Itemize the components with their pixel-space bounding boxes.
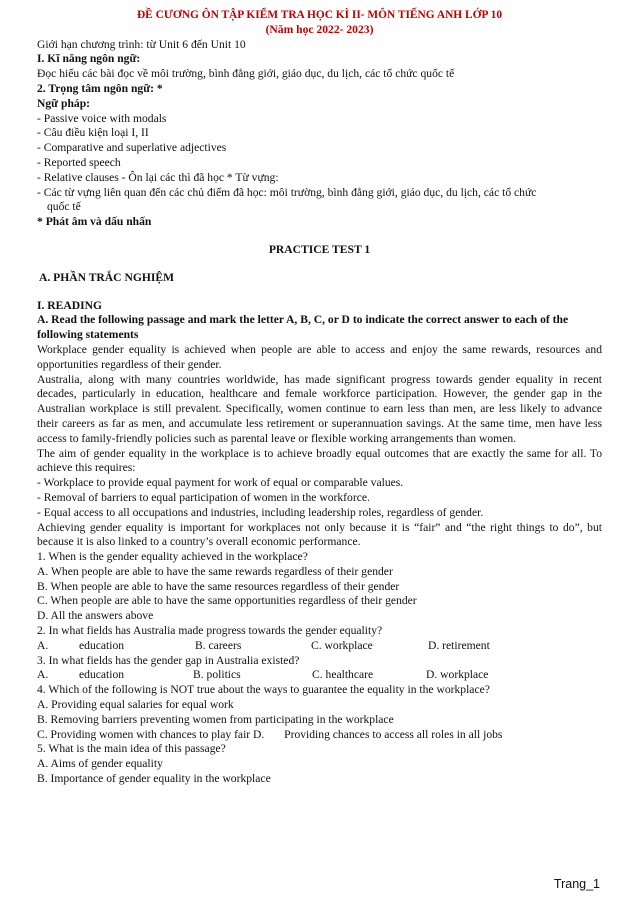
requirement-item: - Removal of barriers to equal participation of women in the workforce. <box>37 490 370 504</box>
passage-paragraph: Achieving gender equality is important for workplaces not only because it is “fair” and “the right things to do”, but because it is also linked to a country’s overall economic performance. <box>37 520 602 549</box>
question-5: 5. What is the main idea of this passage? <box>37 742 226 756</box>
document-title: ĐỀ CƯƠNG ÔN TẬP KIỂM TRA HỌC KÌ II- MÔN TIẾNG ANH LỚP 10 <box>136 9 503 21</box>
answer-option: D. workplace <box>426 668 489 682</box>
answer-option: B. Importance of gender equality in the workplace <box>37 772 271 786</box>
answer-option: B. When people are able to have the same resources regardless of their gender <box>37 579 400 593</box>
passage-paragraph: Workplace gender equality is achieved when people are able to access and enjoy the same rewards, resources and opportunities regardless of their gender. <box>37 342 602 371</box>
answer-options-row <box>37 728 602 743</box>
pronunciation-heading: * Phát âm và dấu nhấn <box>37 215 152 229</box>
grammar-item: - Relative clauses - Ôn lại các thì đã học * Từ vựng: <box>37 170 279 184</box>
answer-option: B. Removing barriers preventing women from participating in the workplace <box>37 712 394 726</box>
vocab-item-continued: quốc tế <box>47 200 81 214</box>
answer-option: A. Providing equal salaries for equal work <box>37 698 234 712</box>
question-3: 3. In what fields has the gender gap in Australia existed? <box>37 653 300 667</box>
practice-test-title: PRACTICE TEST 1 <box>268 242 371 256</box>
document-page <box>37 8 602 787</box>
question-1: 1. When is the gender equality achieved in the workplace? <box>37 550 308 564</box>
answer-option: A. Aims of gender equality <box>37 757 163 771</box>
requirement-item: - Workplace to provide equal payment for work of equal or comparable values. <box>37 476 404 490</box>
focus-heading: 2. Trọng tâm ngôn ngữ: * <box>37 81 163 95</box>
answer-option: C. Providing women with chances to play fair D. <box>37 727 265 741</box>
answer-option: Providing chances to access all roles in all jobs <box>284 727 503 741</box>
skills-heading: I. Kĩ năng ngôn ngữ: <box>37 52 141 66</box>
passage-paragraph: The aim of gender equality in the workplace is to achieve broadly equal outcomes that are exactly the same for all. To achieve this requires: <box>37 446 602 475</box>
answer-option: C. healthcare <box>312 668 374 682</box>
answer-option: B. politics <box>193 668 241 682</box>
vocab-item: - Các từ vựng liên quan đến các chủ điểm đã học: môi trường, bình đẳng giới, giáo dục, du lịch, các tổ chức <box>37 185 537 199</box>
grammar-heading: Ngữ pháp: <box>37 96 91 110</box>
reading-instruction: A. Read the following passage and mark the letter A, B, C, or D to indicate the correct answer to each of the following statements <box>37 313 569 342</box>
part-a-heading: A. PHẦN TRẮC NGHIỆM <box>39 270 175 284</box>
answer-options-row <box>37 668 602 683</box>
answer-option: A. When people are able to have the same rewards regardless of their gender <box>37 564 393 578</box>
answer-option: D. retirement <box>428 638 490 652</box>
answer-option: C. When people are able to have the same opportunities regardless of their gender <box>37 594 417 608</box>
skills-text: Đọc hiểu các bài đọc về môi trường, bình đẳng giới, giáo dục, du lịch, các tổ chức quốc tế <box>37 67 455 81</box>
question-2: 2. In what fields has Australia made progress towards the gender equality? <box>37 624 383 638</box>
grammar-item: - Câu điều kiện loại I, II <box>37 126 149 140</box>
answer-option: A. education <box>37 638 125 652</box>
page-number: Trang_1 <box>553 877 600 891</box>
grammar-item: - Comparative and superlative adjectives <box>37 141 227 155</box>
answer-options-row <box>37 639 602 654</box>
passage-paragraph: Australia, along with many countries worldwide, has made significant progress towards gender equality in recent decades, particularly in education, healthcare and female workforce participation. However, the gender gap in the Australian workplace is still prevalent. Specifically, women continue to earn less than men, are less likely to advance their careers as far as men, and accumulate less retirement or superannuation savings. At the same time, men have less access to family-friendly policies such as parental leave or flexible working arrangements than women. <box>37 372 602 445</box>
answer-option: B. careers <box>195 638 242 652</box>
answer-option: C. workplace <box>311 638 373 652</box>
grammar-item: - Reported speech <box>37 155 121 169</box>
reading-heading: I. READING <box>37 298 103 312</box>
grammar-item: - Passive voice with modals <box>37 111 167 125</box>
requirement-item: - Equal access to all occupations and industries, including leadership roles, regardless of gender. <box>37 505 484 519</box>
school-year: (Năm học 2022- 2023) <box>265 22 374 36</box>
scope-line: Giới hạn chương trình: từ Unit 6 đến Unit 10 <box>37 37 246 51</box>
answer-option: D. All the answers above <box>37 609 154 623</box>
question-4: 4. Which of the following is NOT true about the ways to guarantee the equality in the workplace? <box>37 683 490 697</box>
answer-option: A. education <box>37 668 125 682</box>
